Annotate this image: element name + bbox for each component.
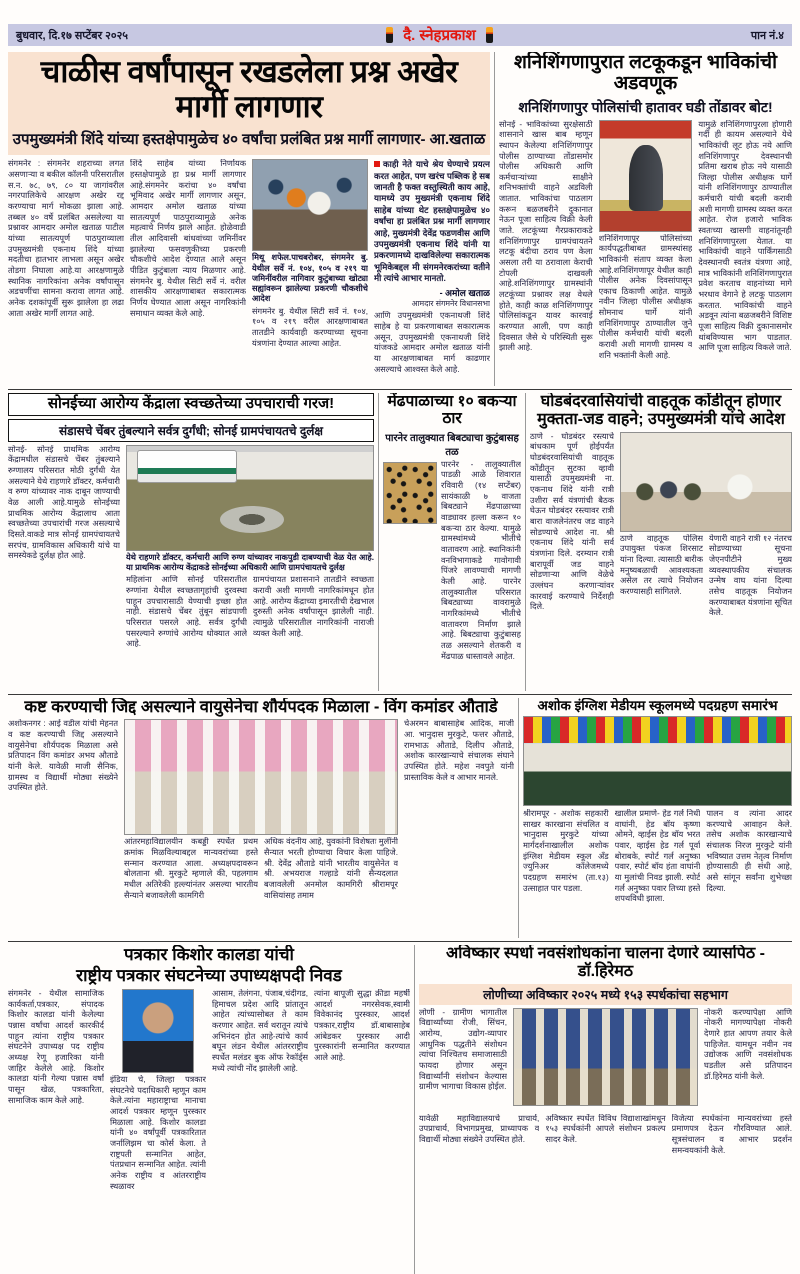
avishkar-bottom-col-2: अविष्कार स्पर्धेत विविध विद्याशाखांमधून १५३ स्पर्धकांनी आपले संशोधन प्रकल्प सादर केले.	[545, 1113, 666, 1145]
journalist-headline-line2: राष्ट्रीय पत्रकार संघटनेच्या उपाध्यक्षपदी निवड	[76, 966, 342, 986]
journalist-col-1: संगमनेर - येथील सामाजिक कार्यकर्ता,पत्रकार, संपादक किशोर कालडा यांनी केलेल्या पन्नास वर्षांचा आदर्श कारकीर्द पाहून त्यांना राष्ट्रीय पत्रकार संघटनेने उपाध्यक्ष पद राष्ट्रीय अध्यक्ष रेणू हजारिका यांनी जाहिर केलेले आहे. किशोर कालडा यांनी गेल्या पन्नास वर्षां पासून खेळ, पत्रकारिता, सामाजिक काम केले आहे.	[8, 989, 104, 1105]
article-school	[523, 698, 792, 938]
airforce-col-4: चेअरमन बाबासाहेब आदिक, माजी आ. भानुदास मुरकुटे, फत्तर औताडे, रामभाऊ औताडे, दिलीप औताडे, अशोक कारखान्याचे संचालक संघाने उपस्थित होते. महेश नवपुते यांनी प्रास्ताविक केले व आभार मानले.	[404, 719, 514, 782]
page-number: पान नं.४	[750, 29, 784, 42]
pull-quote-text: काही नेते याचे श्रेय घेण्याचे प्रयत्न करत आहेत, पण खरंच पब्लिक हे सब जानती है फक्त वस्तुस्थिती काय आहे, यामध्ये उप मुख्यमंत्री एकनाथ शिंदे साहेब यांच्या थेट हस्तक्षेपामुळेच ४० वर्षांचा हा प्रलंबित प्रश्न मार्गी लागणार आहे, मुख्यमंत्री देवेंद्र फडणवीस आणि उपमुख्यमंत्री एकनाथ शिंदे यांनी या प्रकरणामध्ये दाखविलेल्या सकारात्मक भूमिकेबद्दल मी संगमनेरकरांच्या वतीने मी त्यांचे आभार मानतो.	[374, 159, 490, 283]
main-col-4-text: आणि उपमुख्यमंत्री एकनाथजी शिंदे साहेब हे या प्रकरणाबाबत सकारात्मक असून, उपमुख्यमंत्री एकनाथजी शिंदे यांजकडे आमदार अमोल खताळ यांनी या आरक्षणाबाबत मार्ग काढणार असल्याचे आश्वस्त केले आहे.	[374, 311, 490, 374]
journalist-col-4: त्यांना बापूजी सुद्धा क्रीडा महर्षी आदर्श नगरसेवक,स्वामी विवेकानंद पुरस्कार, आदर्श पत्रकार,राष्ट्रीय डॉ.बाबासाहेब आंबेडकर पुरस्कार आदी पुरस्कारांनी सन्मानित करण्यात आले आहे.	[314, 989, 410, 1062]
article-sonai-health	[8, 393, 374, 691]
school-headline: अशोक इंग्लिश मेडीयम स्कूलमध्ये पदग्रहण समारंभ	[537, 698, 778, 713]
airforce-headline: कष्ट करण्याची जिद्द असल्याने वायुसेनेचा शौर्यपदक मिळाला - विंग कमांडर औताडे	[24, 698, 498, 716]
main-headline: चाळीस वर्षांपासून रखडलेला प्रश्न अखेर मार्गी लागणार	[40, 54, 458, 124]
leopard-photo	[383, 462, 437, 524]
quote-bullet-icon	[374, 161, 380, 167]
airforce-col-3: अधिक वंदनीय आहे, युवकांनी विशेषतः मुलींनी सैन्यात भरती होण्याचा विचार केला पाहिजे. श्री. देवेंद्र औताडे यांनी भारतीय वायुसेनेत व श्री. अभयराज गल्हाडे यांनी सैन्यदलात बजावलेली अनमोल कामगिरी श्रीरामपूर वासियांसह तमाम	[264, 837, 398, 900]
article-airforce	[8, 698, 514, 938]
journalist-col-3: आसाम, तेलंगना, पंजाब,चंदीगड, हिमाचल प्रदेश आदि प्रांतातून आहेत त्यांच्यासोबत ते काम करणार आहेत. सर्व थरातून त्यांचे अभिनंदन होत आहे-त्यांचे कार्य बघून लंडन येथील आंतरराष्ट्रीय स्पर्धेत मलंडर बुक ऑफ रेकॉर्ड्स मध्ये त्यांची नोंद झालेली आहे.	[212, 989, 308, 1073]
vertical-rule	[494, 52, 495, 386]
ghodbandar-col-3: येणारी वाहने रात्री १२ नंतरच सोडण्याच्या सूचना जेएनपीटीने मुख्य व्यवस्थापकीय संचालक उन्मेष वाघ यांना दिल्या तसेच वाहतूक नियोजन करण्याबाबत यंत्रणांना सूचित केले.	[709, 533, 792, 618]
shani-monolith	[629, 145, 663, 211]
article-leopard	[383, 393, 521, 691]
masthead-center	[386, 25, 492, 45]
school-ceremony-photo	[523, 716, 792, 806]
main-col-3	[252, 159, 368, 386]
article-journalist	[8, 945, 410, 1274]
main-col-3-text: संगमनेर बु. येथील सिटी सर्वे नं. १०४, १०५ व २१९ वरील आरक्षणाबाबत तातडीने कार्यवाही करण्याच्या सूचना यंत्रणांना देण्यात आल्या आहेत.	[252, 306, 368, 348]
main-subheadline: उपमुख्यमंत्री शिंदे यांच्या हस्तक्षेपामुळेच ४० वर्षांचा प्रलंबित प्रश्न मार्गी लागणार- आ.खताळ	[12, 131, 486, 149]
quote-author-role: आमदार संगमनेर विधानसभा	[411, 299, 490, 309]
avishkar-stage-photo	[513, 1008, 698, 1106]
sonai-col-1: सोनई- सोनई प्राथमिक आरोग्य केंद्रामधील संडासचे चेंबर तुंबल्याने रुग्णालय परिसरात मोठी दुर्गंधी येत असल्याने येथे राहणारे डॉक्टर, कर्मचारी व रुग्ण यांच्यावर नाक दाबून जाण्याची वेळ आली आहे.यामुळे सोनईच्या प्राथमिक आरोग्य केंद्रालाच आता स्वच्छतेच्या उपचारांची गरज असल्याचे दिसते.वाकडे मात्र सोनई ग्रामपंचायतचे सरपंच, ग्रामविकास अधिकारी यांचे या समस्येकडे दुर्लक्ष होत आहे.	[8, 444, 120, 561]
main-col-4	[374, 159, 490, 386]
avishkar-col-2: नोकरी करण्यापेक्षा आणि नोकरी मागण्यापेक्षा नोकरी देणारे हात आपण तयार केले पाहिजेत. यामधून नवीन नव उद्योजक आणि नवसंशोधक घडतील असे प्रतिपादन डॉ.हिरेमठ यांनी केले.	[704, 1007, 792, 1081]
ghodbandar-col-1: ठाणे - घोडबंदर रस्त्याचे बांधकाम पूर्ण होईपर्यंत घोडबंदरवासियांची वाहतूक कोंडीतून सुटका व्हावी यासाठी उपमुख्यमंत्री ना. एकनाथ शिंदे यांनी रात्री उशीरा सर्व यंत्रणांची बैठक घेऊन घोडबंदर रस्त्यावर रात्री बारा वाजलेनंतरच जड वाहने सोडण्याचे आदेश ना. श्री एकनाथ शिंदे यांनी सर्व यंत्रणांना दिले. दरम्यान रात्री बारापूर्वी जड वाहने सोडणाऱ्या आणि वेळेचे उल्लंघन करणाऱ्यांवर कारवाई करण्याचे निर्देशही दिले.	[530, 431, 614, 612]
avishkar-bottom-col-3: विजेत्या स्पर्धकांना मान्यवरांच्या हस्ते प्रमाणपत्र देऊन गौरविण्यात आले. सूत्रसंचालन व आभार प्रदर्शन समन्वयकांनी केले.	[671, 1113, 792, 1155]
bottom-band	[8, 941, 792, 1274]
septic-chamber-shape	[220, 506, 284, 533]
middle-band	[8, 389, 792, 691]
airforce-col-1: अशोकनगर : आई वडील यांची मेहनत व कष्ट करण्याची जिद्द असल्याने वायुसेनेचा शौर्यपदक मिळाला असे प्रतिपादन विंग कमांडर अभय औताडे यांनी केले. यावेळी माजी सैनिक, ग्रामस्थ व विद्यार्थी मोठ्या संख्येने उपस्थित होते.	[8, 719, 118, 793]
main-col-1: संगमनेर : संगमनेर शहराच्या लगत असणाऱ्या व बकील कॉलनी परिसरातील स.न. ७८, ७९, ८० या जागांवरील नगरपालिकेचे आरक्षण अखेर रद्द करण्याचा मार्ग मोकळा झाला आहे. तब्बल ४० वर्षे प्रलंबित असलेल्या या प्रश्नावर आमदार अमोल खताळ पाटील यांच्या सातत्यपूर्ण पाठपुराव्याला उपमुख्यमंत्री एकनाथ शिंदे यांच्या मदतीचा हातभार लाभला असून अखेर तोडगा निघाला आहे.या आरक्षणामुळे स्थानिक नागरिकांना अनेक वर्षांपासून अडचणींचा सामना करावा लागत आहे. अनेक दशकांपूर्वी सुरू झालेला हा लढा आता अखेर मार्गी लागत आहे.	[8, 159, 124, 318]
journalist-col-2	[110, 989, 206, 1273]
shani-col-2	[599, 120, 693, 386]
shani-subheadline: शनिशिंगणापुर पोलिसांची हातावर घडी तोंडावर बोट!	[518, 98, 773, 115]
paper-title: दै. स्नेहप्रकाश	[403, 27, 476, 44]
journalist-portrait-photo	[122, 989, 194, 1073]
avishkar-col-1: लोणी - ग्रामीण भागातील विद्यार्थ्यांच्या रोजी, सिंचन, आरोग्य, उद्योग-व्यापार आधुनिक पद्धतीने संशोधन त्यांचा निश्चितच समाजासाठी फायदा होणार असून विद्यार्थ्यांनी संशोधन केल्यास ग्रामीण भागाचा विकास होईल.	[419, 1007, 507, 1092]
school-col-2: खालील प्रमाणे- हेड गर्ल निधी वाघांनी, हेड बॉय कृष्णा ओमने, व्हाईस हेड बॉय भरत पवार, व्हाईस हेड गर्ल पूर्वा बोराबके, स्पोर्ट गर्ल अनुष्का पवार, स्पोर्ट बॉय हंता वाघांनी या मुलांची निवड झाली. स्पोर्ट गर्ल अनुष्का पवार तिच्या हस्ते शपथविधी झाला.	[614, 809, 701, 904]
sonai-photo-caption: येथे राहणारे डॉक्टर, कर्मचारी आणि रुग्ण यांच्यावर नाकपुडी दाबण्याची वेळ येत आहे. या प्राथमिक आरोग्य केंद्राकडे सोनईच्या अधिकारी आणि ग्रामपंचायतचे दुर्लक्ष	[126, 552, 374, 573]
top-band	[8, 52, 792, 386]
article-main	[8, 52, 490, 386]
journalist-headline-line1: पत्रकार किशोर कालडा यांची	[124, 945, 294, 964]
ghodbandar-meeting-photo	[620, 432, 792, 532]
shani-col-2-text: शनिशिंगणापूर पोलिसांच्या कार्यपद्धतीबाबत ग्रामस्थांसह भाविकांनी संताप व्यक्त केला आहे.शनिशिंगणापूर येथील काही पोलीस अनेक दिवसांपासून एकाच ठिकाणी आहेत. यामुळे नवीन जिल्हा पोलीस अधीक्षक सोमनाथ घार्गे यांनी शनिशिंगणापुर ठाण्यातील जुने पोलीस कर्मचारी यांची बदली करावी अशी मागणी ग्रामस्थ व शनि भक्तांनी केली आहे.	[598, 233, 693, 360]
torch-icon	[386, 27, 393, 43]
article-shani	[499, 52, 792, 386]
sonai-headline: सोनईच्या आरोग्य केंद्राला स्वच्छतेच्या उपचाराची गरज!	[8, 393, 374, 416]
main-photo-caption: मिथू शफेल.पाचबरोबर, संगमनेर बु. येथील सर्वे नं. १०४, १०५ व २१९ या जमिनींवरील नागिवार कुटुंबाच्या खोट्या सह्यांवरून झालेल्या प्रकरणी चौकशीचे आदेश	[252, 253, 368, 304]
torch-icon	[486, 27, 493, 43]
leopard-subheadline: पारनेर तालुक्यात बिबट्याचा कुटुंबासह तळ	[385, 432, 519, 458]
article-avishkar	[419, 945, 792, 1274]
main-article-photo	[252, 159, 368, 251]
ghodbandar-headline: घोडबंदरवासियांची वाहतूक कोंडीतून होणार मुक्तता-जड वाहने; उपमुख्यमंत्री यांचे आदेश	[537, 393, 785, 428]
leopard-headline: मेंढपाळाच्या १० बकऱ्या ठार	[387, 393, 517, 428]
vertical-rule	[525, 393, 526, 691]
ghodbandar-right-block	[620, 432, 792, 690]
main-col-2: शिंदे साहेब यांच्या निर्णायक हस्तक्षेपामुळे हा प्रश्न मार्गी लागणार आहे.संगमनेर करांचा ४० वर्षांचा भूमिवाद अखेर मार्गी लागणार असून, आमदार अमोल खताळ यांच्या सातत्यपूर्ण पाठपुराव्यामुळे अनेक महत्वाचे निर्णय झाले आहेत. होळेवाडी तील आदिवासी बांधवांच्या जमिनींवर झालेल्या फसवणुकीच्या प्रकरणी चौकशीचे आदेश देण्यात आले असून पीडित कुटुंबाला न्याय मिळणार आहे. संगमनेर बु. येथील सिटी सर्वे नं. वरील शासकीय आरक्षणाबाबत सकारात्मक निर्णय घेण्यात आला असून नागरिकांनी समाधान व्यक्त केले आहे.	[130, 159, 246, 318]
airforce-center-block	[124, 719, 398, 935]
vertical-rule	[414, 945, 415, 1274]
school-col-3: पालन व त्यांना आदर करण्याचे आवाहन केले. तसेच अशोक कारखान्याचे संचालक निरज मुरकुटे यांनी भविष्यात उत्तम नेतृत्व निर्माण होण्यासाठी ही संधी आहे, असे सांगून सर्वांना शुभेच्छा दिल्या.	[706, 809, 792, 893]
jeep-shape	[137, 450, 237, 483]
shani-col-1: सोनई - भाविकांच्या सुरक्षेसाठी शासनाने खास बाब म्हणून स्थापन केलेल्या शनिशिंगणापुर पोलीस ठाण्याच्या तोंडासमोर पोलीस अधिकारी आणि कर्मचाऱ्यांच्या साक्षीने शनिभक्तांची वाहने अडविली जातात. भाविकांचा पाठलाग करून बळजबरीने दुकानात नेऊन पूजा साहित्य विक्री केली जाते. लटकूंच्या गैरप्रकाराकडे शनिशिंगणापुर ग्रामपंचायतने लटकू बंदीचा ठराव पण केला असला तरी या ठरावाला केराची टोपली दाखवली आहे.शनिशिंगणापुर ग्रामस्थांनी लटकूंच्या प्रश्नावर लक्ष वेधले होते, काही काळ शनिशिंगणापुर पोलिसांकडून यावर कारवाई करण्यात आली, पण काही दिवसात जैसे थे परिस्थिती सुरू झाली आहे.	[499, 119, 593, 353]
avishkar-subheadline: लोणीच्या अविष्कार २०२५ मध्ये १५३ स्पर्धकांचा सहभाग	[419, 984, 792, 1005]
quote-author: - अमोल खताळ	[439, 288, 490, 299]
vertical-rule	[378, 393, 379, 691]
issue-date: बुधवार, दि.१७ सप्टेंबर २०२५	[16, 29, 129, 42]
airforce-felicitation-photo	[124, 719, 398, 835]
main-headline-block	[8, 52, 490, 155]
journalist-col-2-text: इंडिया चे, जिल्हा पत्रकार संघटनेचे पदाधिकारी म्हणून काम केले.त्यांना महाराष्ट्राचा मानाचा आदर्श पत्रकार म्हणून पुरस्कार मिळाला आहे. किशोर कालडा यांनी ४० वर्षांपूर्वी पत्रकारितात जर्नालिझम चा कोर्स केला. ते राष्ट्रपती सन्मानित आहेत, पंतप्रधान सन्मानित आहेत. त्यांनी अनेक राष्ट्रीय व आंतरराष्ट्रीय स्थळावर	[110, 1075, 206, 1191]
vertical-rule	[518, 698, 519, 938]
sonai-col-3: ग्रामपंचायत प्रशासनाने तातडीने स्वच्छता करावी अशी मागणी नागरिकांमधून होत आहे. आरोग्य केंद्राच्या इमारतीची देखभाल दुरुस्ती अनेक वर्षांपासून झालेली नाही. त्यामुळे परिसरातील नागरिकांनी नाराजी व्यक्त केली आहे.	[253, 575, 374, 638]
sonai-right-block	[126, 445, 374, 683]
shani-col-3: यामुळे शनिशिंगणापुरला होणारी गर्दी ही कायम असल्याने येथे भाविकांची लूट होऊ नये आणि शनिशिंगणापुर देवस्थानची प्रतिमा खराब होऊ नये यासाठी जिल्हा पोलीस अधीक्षक घार्गे यांनी शनिशिंगणापुर ठाण्यातील कर्मचारी यांची बदली करावी अशी मागणी ग्रामस्थ व्यक्त करत आहेत. रोज हजारो भाविक स्वतःच्या खासगी वाहनांतूनही शनिशिंगणापुरला येतात. या भाविकांची वाहने पार्किंगसाठी देवस्थानची स्वतंत्र यंत्रणा आहे, मात्र भाविकांनी शनिशिंगणापुरात प्रवेश करताच वाहनांच्या मागे भरधाव वेगाने हे लटकू पाठलाग करतात. भाविकांची वाहने अडवून त्यांना बळजबरीने विशिष्ट पूजा साहित्य विक्री दुकानासमोर थांबविण्यास भाग पाडतात. आणि पूजा साहित्य विकले जाते.	[698, 119, 792, 353]
sonai-col-2: महिलांना आणि सोनई परिसरातील रुग्णांना येथील स्वच्छतागृहांची दुरवस्था पाहून उपचारासाठी येण्याची इच्छा होत नाही. संडासचे चेंबर तुंबून सांडपाणी परिसरात पसरले आहे. सर्वत्र दुर्गंधी पसरल्याने रुग्णांचे आरोग्य धोक्यात आले आहे.	[126, 575, 247, 649]
airforce-col-2: आंतरमहाविद्यालयीन कबड्डी स्पर्धेत प्रथम क्रमांक मिळविल्याबद्दल मान्यवरांच्या हस्ते सन्मान करण्यात आला. अध्यक्षपदावरून बोलताना श्री. मुरकुटे म्हणाले की, पहलगाम मधील अतिरेकी हल्ल्यांनंतर असल्या भारतीय सैन्याने बजावलेली कामगिरी	[124, 837, 258, 900]
article-ghodbandar	[530, 393, 792, 691]
shani-shrine-photo	[599, 120, 693, 232]
avishkar-bottom-col-1: यावेळी महाविद्यालयाचे प्राचार्य, उपप्राचार्य, विभागप्रमुख, प्राध्यापक व विद्यार्थी मोठ्या संख्येने उपस्थित होते.	[419, 1113, 540, 1145]
masthead-bar	[8, 24, 792, 46]
shani-headline: शनिशिंगणापुरात लटकूकडून भाविकांची अडवणूक	[513, 52, 778, 95]
lower-band	[8, 694, 792, 938]
leopard-body-block	[383, 460, 521, 691]
school-col-1: श्रीरामपूर - अशोक सहकारी साखर कारखाना संचलित व भानुदास मुरकुटे यांच्या मार्गदर्शनाखालील अशोक इंग्लिश मेडीयम स्कूल अँड ज्युनिअर कॉलेजमध्ये पदग्रहण समारंभ (ता.१३) उत्साहात पार पडला.	[523, 809, 609, 893]
sonai-subheadline: संडासचे चेंबर तुंबल्याने सर्वत्र दुर्गंधी; सोनई ग्रामपंचायतचे दुर्लक्ष	[8, 419, 374, 442]
sonai-photo	[126, 445, 374, 551]
leopard-body: पारनेर - तालुक्यातील पाडळी आळे शिवारात रविवारी (१४ सप्टेंबर) सायंकाळी ७ वाजता बिबट्याने मेंढपाळाच्या वाड्यावर हल्ला करून १० बकऱ्या ठार केल्या. यामुळे ग्रामस्थांमध्ये भीतीचे वातावरण आहे. स्थानिकांनी वनविभागाकडे गावोगावी पिंजरे लावण्याची मागणी केली आहे. पारनेर तालुक्यातील परिसरात बिबट्याच्या वावरामुळे नागरिकांमध्ये भीतीचे वातावरण निर्माण झाले आहे. बिबट्याचा कुटुंबासह तळ असल्याने शेतकरी व मेंढपाळ धास्तावले आहेत.	[441, 459, 521, 661]
avishkar-headline: अविष्कार स्पर्धा नवसंशोधकांना चालना देणारे व्यासपिठ - डॉ.हिरेमठ	[446, 945, 765, 980]
ghodbandar-col-2: ठाणे वाहतूक पोलिस उपायुक्त पंकज शिरसाट यांना दिल्या. त्यासाठी बारीक मनुष्यबळाची आवश्यकता असेल तर त्याचे नियोजन करण्यासही सांगितले.	[620, 533, 703, 597]
pull-quote	[374, 159, 490, 284]
